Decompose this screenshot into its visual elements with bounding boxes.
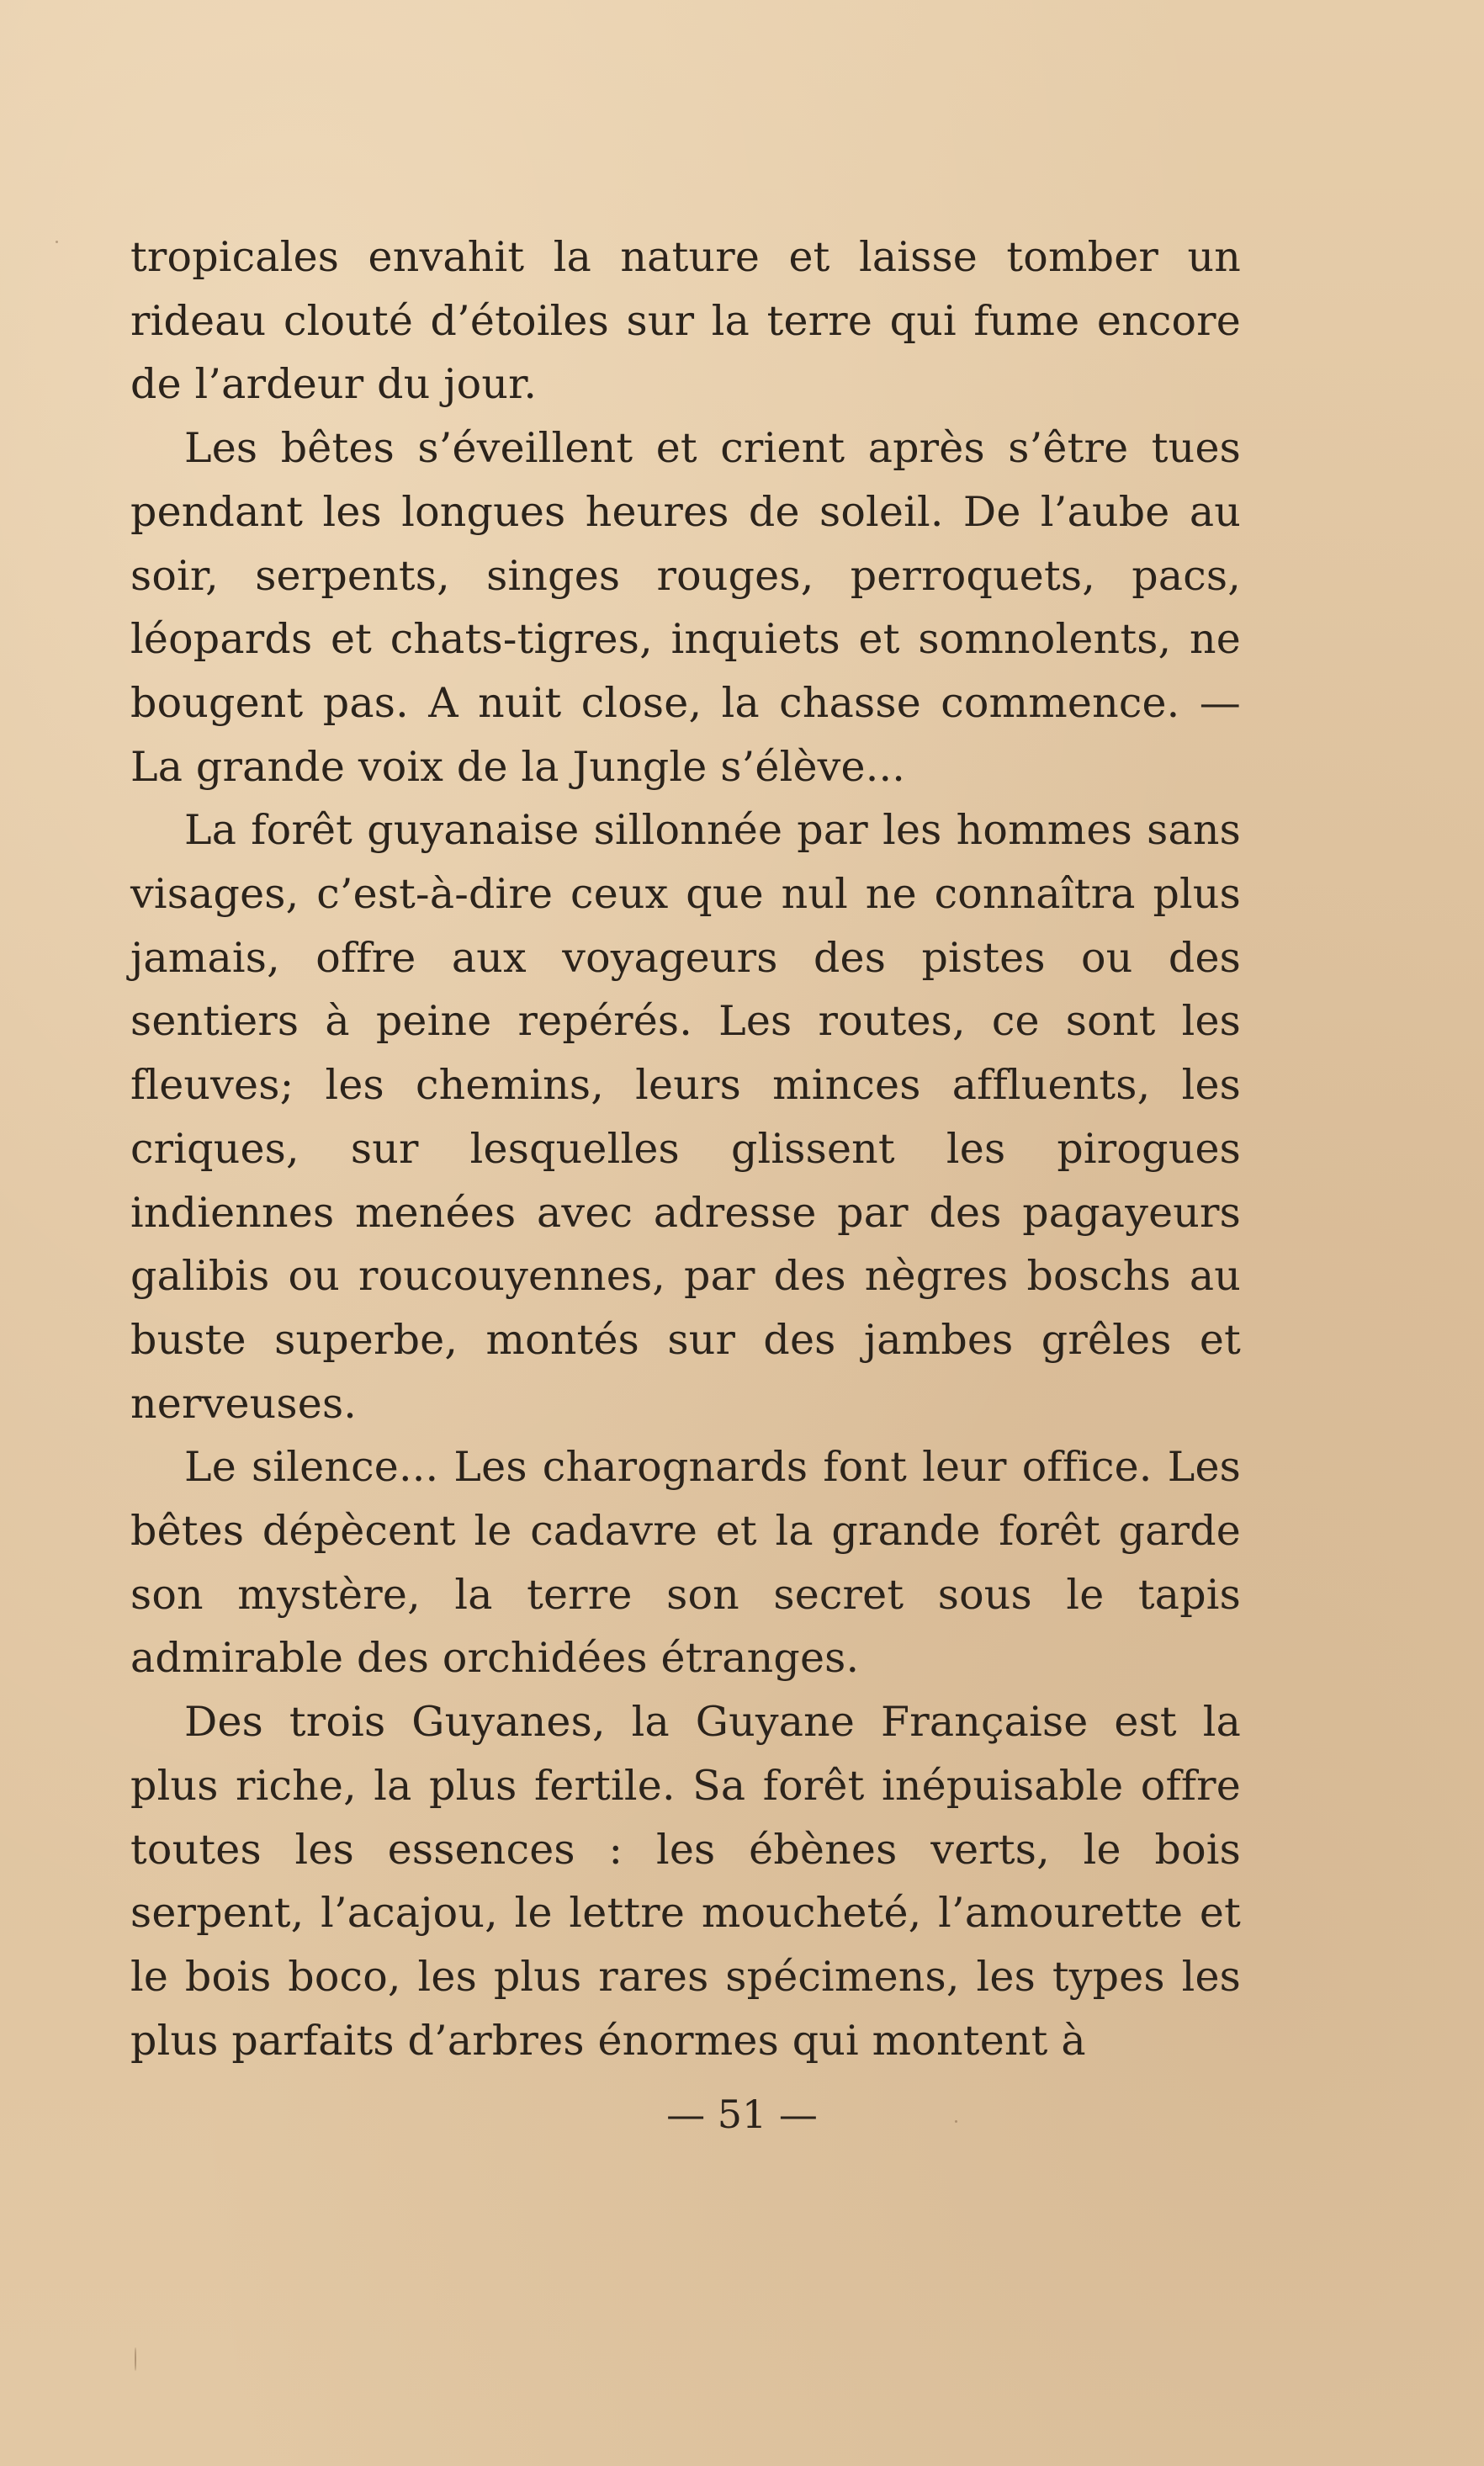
paragraph-3: La forêt guyanaise sillonnée par les hommes sans visages, c’est-à-dire ceux que nul ne connaîtra plus jamais, offre aux voyageurs des pistes ou des sentiers à peine repérés. Les routes, ce sont les fleuves; les chemins, leurs minces affluents, les criques, sur lesquelles glissent les pirogues indiennes menées avec adresse par des pagayeurs galibis ou roucouyennes, par des nègres boschs au buste superbe, montés sur des jambes grêles et nerveuses.	[130, 806, 1241, 1428]
paragraph-1: tropicales envahit la nature et laisse tomber un rideau clouté d’étoiles sur la terre qui fume encore de l’ardeur du jour.	[130, 233, 1241, 409]
paper-speck	[135, 2347, 136, 2371]
paper-speck	[955, 2120, 957, 2123]
paper-speck	[56, 241, 58, 243]
paragraph-2: Les bêtes s’éveillent et crient après s’être tues pendant les longues heures de soleil. De l’aube au soir, serpents, singes rouges, perroquets, pacs, léopards et chats-tigres, inquiets et somnolents, ne bougent pas. A nuit close, la chasse commence. — La grande voix de la Jungle s’élève...	[130, 424, 1241, 791]
body-text	[130, 225, 1241, 2072]
paragraph-4: Le silence... Les charognards font leur office. Les bêtes dépècent le cadavre et la grande forêt garde son mystère, la terre son secret sous le tapis admirable des orchidées étranges.	[130, 1443, 1241, 1683]
page-number: — 51 —	[666, 2092, 818, 2137]
paragraph-5: Des trois Guyanes, la Guyane Française est la plus riche, la plus fertile. Sa forêt inépuisable offre toutes les essences : les ébènes verts, le bois serpent, l’acajou, le lettre moucheté, l’amourette et le bois boco, les plus rares spécimens, les types les plus parfaits d’arbres énormes qui montent à	[130, 1698, 1241, 2065]
